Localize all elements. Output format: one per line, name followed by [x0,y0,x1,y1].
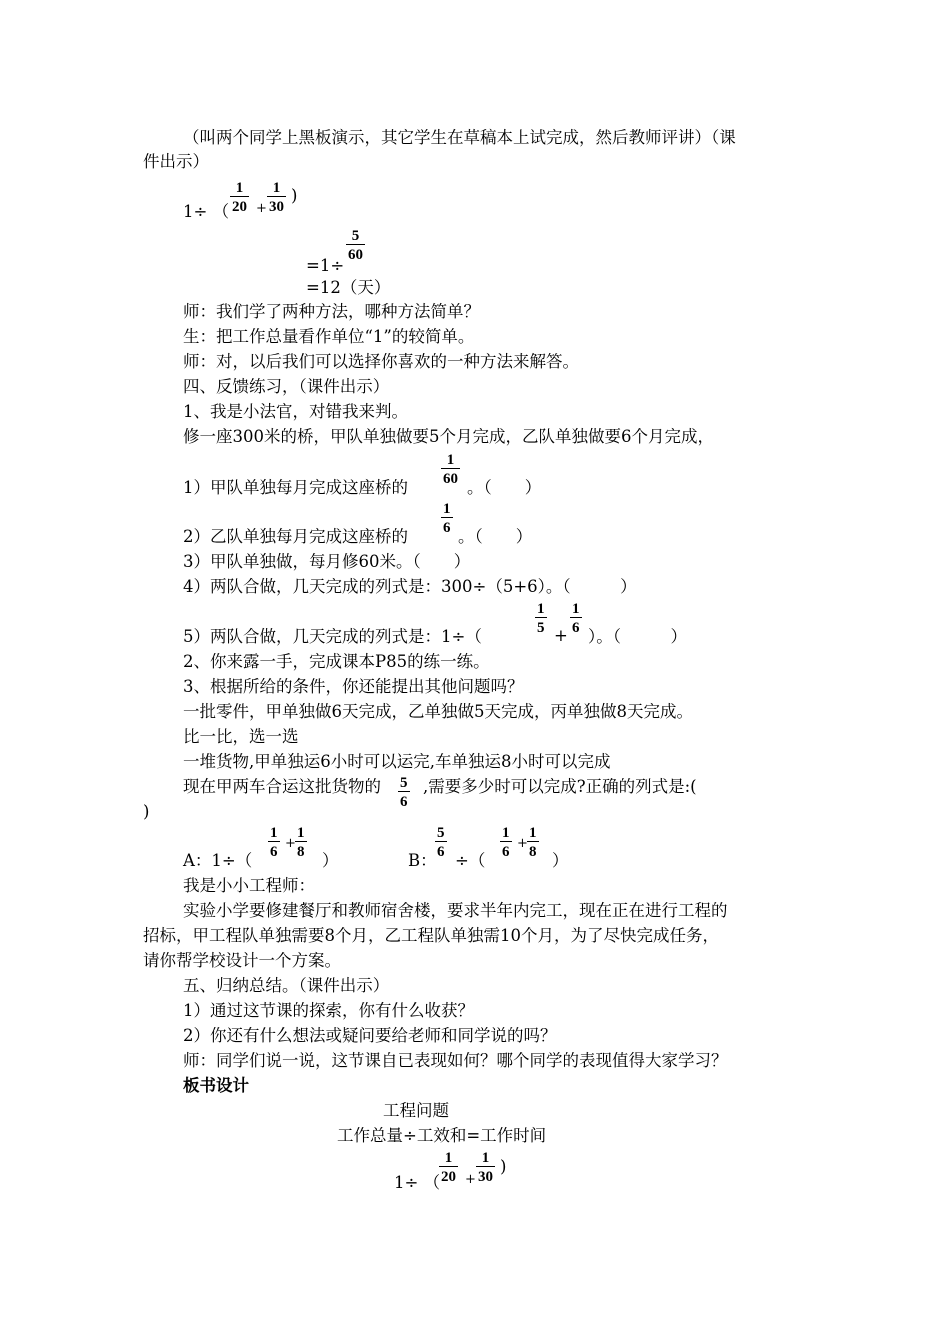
fraction-numerator: 1 [235,180,244,196]
board-heading: 板书设计 [183,1076,249,1095]
fraction-numerator: 5 [400,775,408,791]
fraction-denominator: 20 [439,1166,458,1185]
task-line: 2、你来露一手，完成课本P85的练一练。 [183,652,490,671]
question-5: 5）两队合做，几天完成的列式是：1÷（ [183,627,482,646]
option-b-fraction-2 [527,825,539,860]
eq1-fraction-2 [267,180,286,215]
question-2: 2）乙队单独每月完成这座桥的 [183,527,408,546]
question-1-fraction [441,452,460,487]
eq1-fraction-1 [230,180,249,215]
question-1-tail: 。（ ） [467,478,542,497]
task-line: 一批零件，甲单独做6天完成，乙单独做5天完成，丙单独做8天完成。 [183,702,693,721]
intro-line-2: 件出示） [143,152,209,171]
fraction-numerator: 5 [437,825,445,841]
option-b-plus: + [517,836,528,851]
fraction-numerator: 1 [272,180,281,196]
question-5-plus: + [554,626,568,645]
cargo-question: 现在甲两车合运这批货物的 [183,777,381,796]
option-a: A：1÷（ [183,851,253,870]
fraction-denominator: 60 [441,468,460,487]
problem-statement: 修一座300米的桥，甲队单独做要5个月完成，乙队单独做要6个月完成， [183,427,714,446]
cargo-question-after: ,需要多少时可以完成?正确的列式是:( [423,777,697,796]
question-5-fraction-2 [570,601,582,636]
engineer-title: 我是小小工程师： [183,876,315,895]
option-a-fraction-1 [268,825,280,860]
summary-line: 2）你还有什么想法或疑问要给老师和同学说的吗？ [183,1026,557,1045]
fraction-denominator: 6 [570,617,582,636]
fraction-numerator: 1 [529,825,537,841]
eq3: =12（天） [306,278,391,297]
eq2-prefix: =1÷ [306,256,345,275]
fraction-numerator: 1 [572,601,580,617]
eq2-fraction [346,228,365,263]
task-line: 一堆货物,甲单独运6小时可以运完,车单独运8小时可以完成 [183,752,611,771]
fraction-numerator: 1 [502,825,510,841]
intro-line-1: （叫两个同学上黑板演示，其它学生在草稿本上试完成，然后教师评讲）（课 [183,128,736,147]
fraction-denominator: 60 [346,244,365,263]
eq1-prefix: 1÷ （ [183,202,230,221]
option-a-tail: ） [322,851,339,870]
fraction-numerator: 1 [446,452,455,468]
dialog-line: 师：对，以后我们可以选择你喜欢的一种方法来解答。 [183,352,579,371]
task-line: 比一比，选一选 [183,727,299,746]
option-b: B： [408,851,437,870]
cargo-question-close: ) [143,802,150,821]
fraction-denominator: 6 [500,841,512,860]
board-eq-fraction-1 [439,1150,458,1185]
board-eq-prefix: 1÷ （ [394,1173,441,1192]
task-line: 3、根据所给的条件，你还能提出其他问题吗？ [183,677,524,696]
dialog-line: 1、我是小法官，对错我来判。 [183,402,408,421]
eq1-close: ) [291,186,298,205]
fraction-denominator: 6 [268,841,280,860]
fraction-denominator: 6 [398,791,410,810]
option-b-tail: ） [552,851,569,870]
dialog-line: 生：把工作总量看作单位“1”的较简单。 [183,327,475,346]
option-b-fraction-a [435,825,447,860]
option-a-fraction-2 [295,825,307,860]
question-5-tail: ）。（ ） [588,627,687,646]
engineer-paragraph-line: 实验小学要修建餐厅和教师宿舍楼，要求半年内完工，现在正在进行工程的 [183,901,728,920]
question-2-fraction [441,501,453,536]
cargo-fraction [398,775,410,810]
board-eq-fraction-2 [476,1150,495,1185]
section-heading: 四、反馈练习，（课件出示） [183,377,390,396]
board-eq-close: ) [500,1157,507,1176]
fraction-denominator: 8 [527,841,539,860]
board-formula: 工作总量÷工效和=工作时间 [337,1126,547,1145]
engineer-paragraph-line: 招标，甲工程队单独需要8个月，乙工程队单独需10个月，为了尽快完成任务， [143,926,719,945]
section-heading: 五、归纳总结。（课件出示） [183,976,390,995]
option-b-fraction-1 [500,825,512,860]
summary-line: 师：同学们说一说，这节课自已表现如何？哪个同学的表现值得大家学习？ [183,1051,728,1070]
fraction-numerator: 5 [351,228,360,244]
question-5-fraction-1 [535,601,547,636]
fraction-denominator: 8 [295,841,307,860]
fraction-numerator: 1 [443,501,451,517]
question-4: 4）两队合做，几天完成的列式是：300÷（5+6）。（ ） [183,577,637,596]
question-1: 1）甲队单独每月完成这座桥的 [183,478,408,497]
fraction-denominator: 20 [230,196,249,215]
board-eq-plus: + [465,1172,476,1187]
fraction-denominator: 6 [441,517,453,536]
option-b-divide: ÷（ [455,851,486,870]
option-a-plus: + [285,836,296,851]
fraction-numerator: 1 [297,825,305,841]
board-title: 工程问题 [383,1101,449,1120]
fraction-denominator: 5 [535,617,547,636]
summary-line: 1）通过这节课的探索，你有什么收获？ [183,1001,474,1020]
fraction-denominator: 30 [476,1166,495,1185]
engineer-paragraph-line: 请你帮学校设计一个方案。 [143,951,341,970]
dialog-line: 师：我们学了两种方法，哪种方法简单？ [183,302,480,321]
question-2-tail: 。（ ） [458,527,533,546]
fraction-denominator: 6 [435,841,447,860]
fraction-denominator: 30 [267,196,286,215]
fraction-numerator: 1 [444,1150,453,1166]
fraction-numerator: 1 [270,825,278,841]
question-3: 3）甲队单独做，每月修60米。（ ） [183,552,471,571]
fraction-numerator: 1 [537,601,545,617]
eq1-plus: + [256,201,267,216]
fraction-numerator: 1 [481,1150,490,1166]
